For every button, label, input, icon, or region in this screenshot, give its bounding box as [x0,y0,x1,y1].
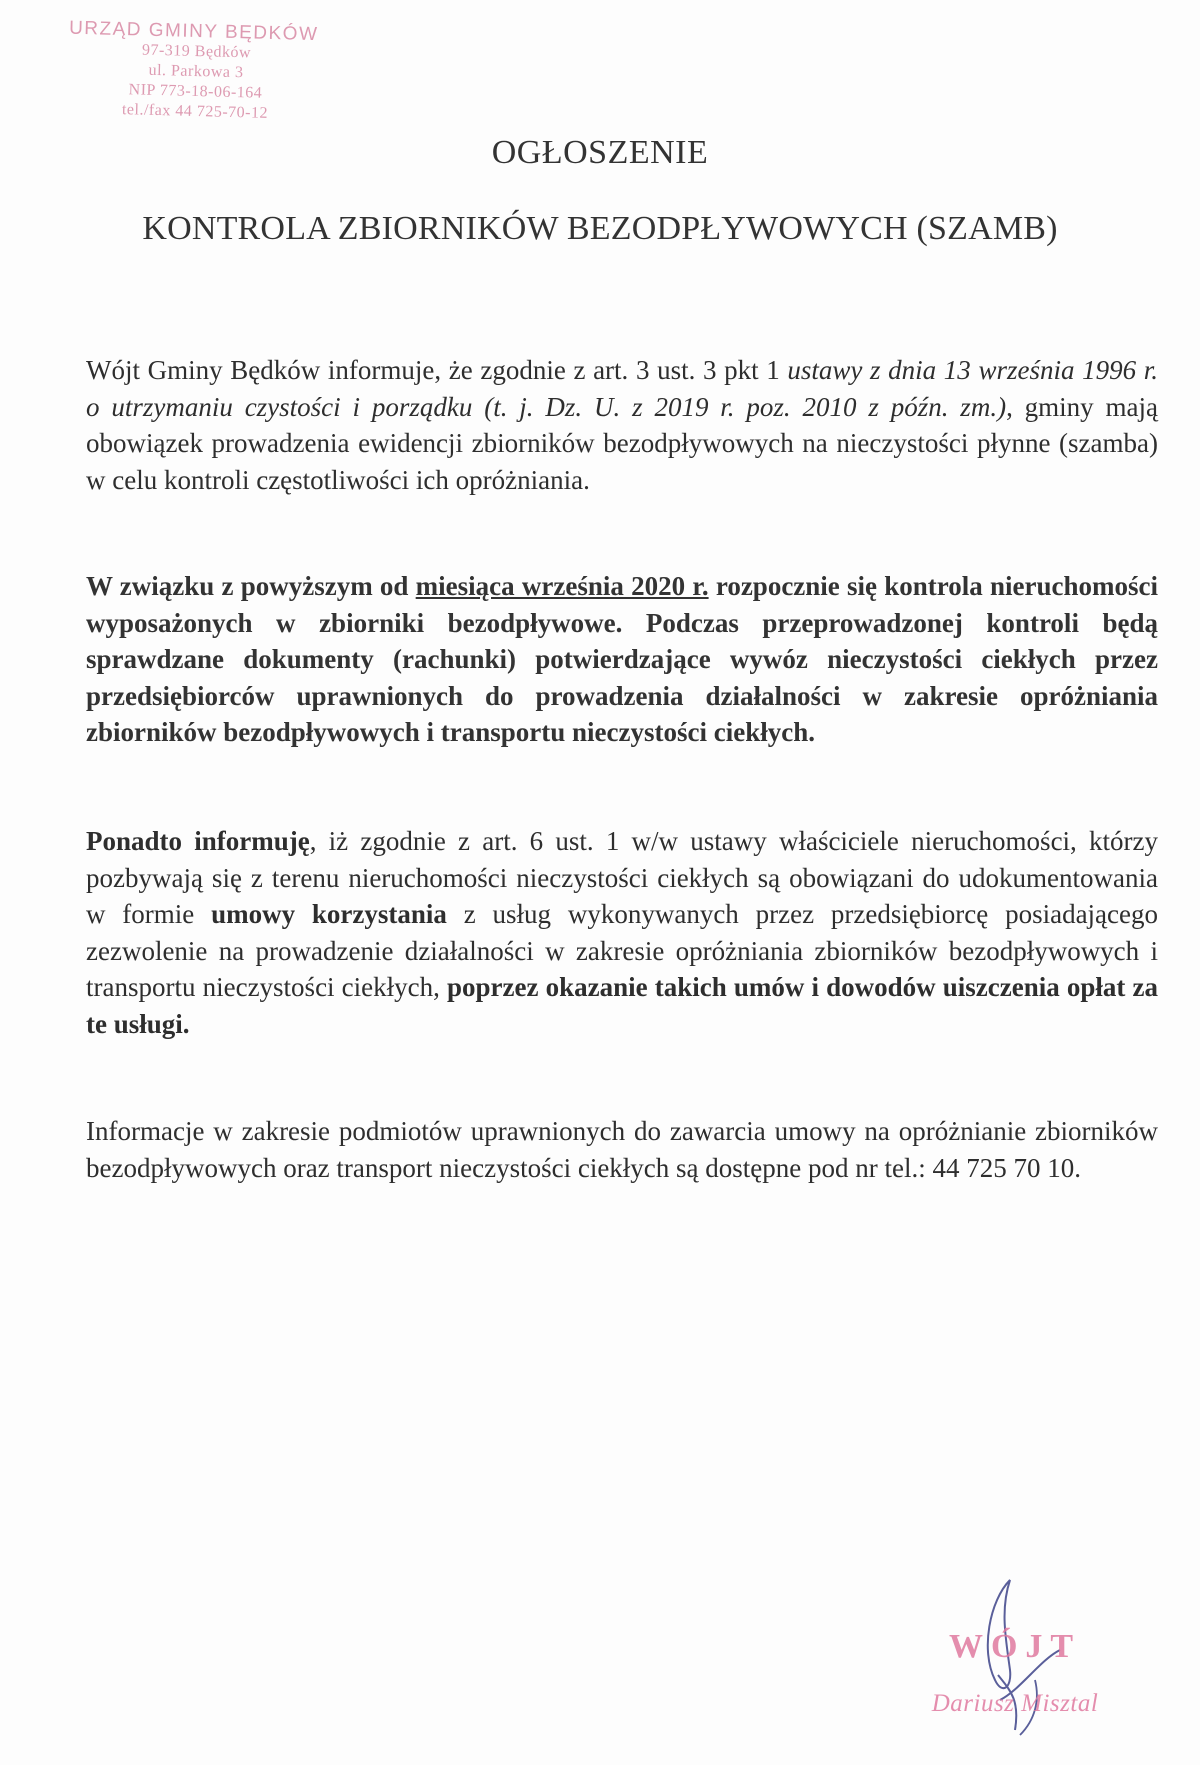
p2-date: miesiąca września 2020 r. [415,571,709,601]
paragraph-1 [86,352,1158,498]
signature-title: WÓJT [948,1628,1082,1665]
p2-intro: W związku z powyższym od [86,571,416,601]
signature-name: Dariusz Misztal [931,1690,1099,1717]
document-subtitle: KONTROLA ZBIORNIKÓW BEZODPŁYWOWYCH (SZAMB) [142,210,1058,247]
paragraph-3 [86,823,1158,1042]
p1-intro: Wójt Gminy Będków informuje, że zgodnie z art. 3 ust. 3 pkt 1 [86,355,788,385]
signature-stamp [900,1628,1130,1718]
stamp-postal: 97-319 Będków [141,41,252,62]
p3-closing: poprzez okazanie takich umów i dowodów uiszczenia opłat za te usługi. [86,972,1158,1039]
stamp-office-name: URZĄD GMINY BĘDKÓW [68,17,319,46]
p3-contract: umowy korzystania [211,899,447,929]
p1-statute-reference: ustawy z dnia 13 września 1996 r. o utrzymaniu czystości i porządku (t. j. Dz. U. z 2019 r. poz. 2010 z późn. zm.) [86,355,1159,422]
p1-rest: , gminy mają obowiązek prowadzenia ewidencji zbiorników bezodpływowych na nieczystości płynne (szamba) w celu kontroli częstotliwości ich opróżniania. [86,391,1158,495]
stamp-nip: NIP 773-18-06-164 [128,81,263,102]
stamp-street: ul. Parkowa 3 [148,61,244,82]
stamp-phone: tel./fax 44 725-70-12 [121,101,269,122]
paragraph-2 [86,568,1158,751]
p3-part-d: z usług wykonywanych przez przedsiębiorcę posiadającego zezwolenie na prowadzenie działalności w zakresie opróżniania zbiorników bezodpływowych i transportu nieczystości ciekłych, [86,899,1159,1002]
p2-rest: rozpocznie się kontrola nieruchomości wyposażonych w zbiorniki bezodpływowe. Podczas przeprowadzonej kontroli będą sprawdzane dokumenty (rachunki) potwierdzające wywóz nieczystości ciekłych przez przedsiębiorców uprawnionych do prowadzenia działalności w zakresie opróżniania zbiorników bezodpływowych i transportu nieczystości ciekłych. [86,571,1159,747]
p3-intro: Ponadto informuję [86,826,310,856]
p3-part-b: , iż zgodnie z art. 6 ust. 1 w/w ustawy właściciele nieruchomości, którzy pozbywają się z terenu nieruchomości nieczystości ciekłych są obowiązani do udokumentowania w formie [86,826,1158,929]
office-stamp [65,19,328,126]
document-title: OGŁOSZENIE [491,134,709,171]
paragraph-4: Informacje w zakresie podmiotów uprawnionych do zawarcia umowy na opróżnianie zbiorników bezodpływowych oraz transport nieczystości ciekłych są dostępne pod nr tel.: 44 725 70 10. [86,1116,1158,1183]
